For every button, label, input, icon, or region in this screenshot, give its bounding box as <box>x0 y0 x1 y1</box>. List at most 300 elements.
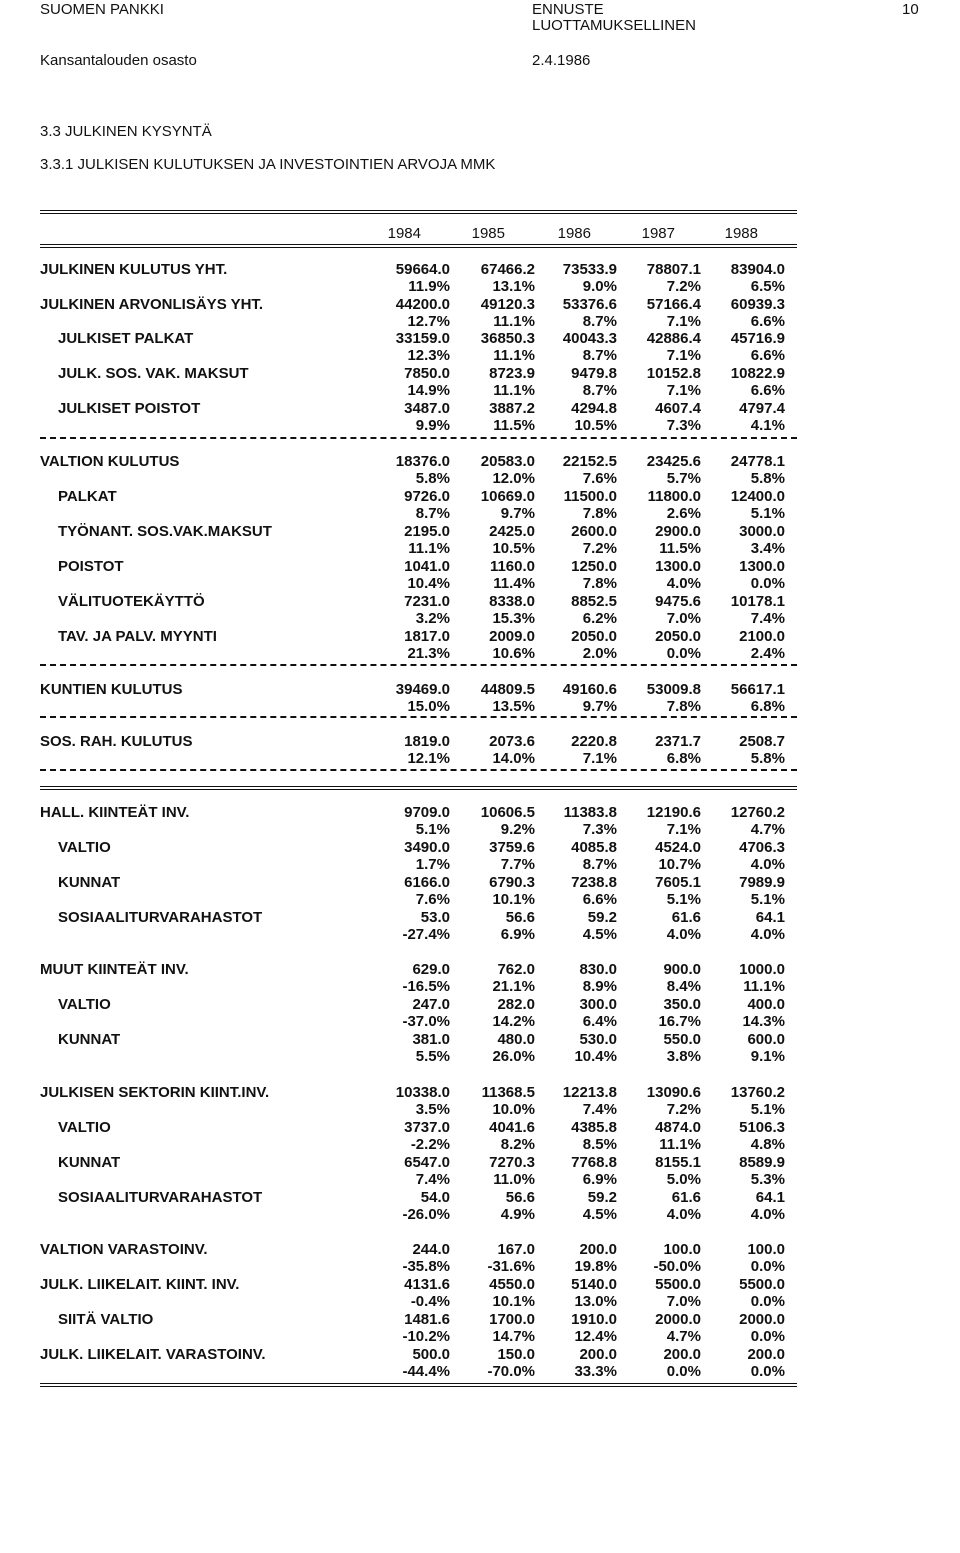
value-cell: 3759.6 <box>489 839 535 856</box>
growth-cell: 7.7% <box>500 856 535 873</box>
value-cell: 2220.8 <box>571 733 617 750</box>
classification: LUOTTAMUKSELLINEN <box>532 17 696 34</box>
dashed-rule <box>40 716 797 718</box>
value-cell: 10178.1 <box>730 593 785 610</box>
growth-cell: 9.7% <box>500 505 535 522</box>
row-label: SOSIAALITURVARAHASTOT <box>58 1189 263 1206</box>
growth-cell: 19.8% <box>574 1258 617 1275</box>
value-cell: 1910.0 <box>571 1311 617 1328</box>
growth-cell: 7.0% <box>666 1293 701 1310</box>
growth-cell: -50.0% <box>653 1258 701 1275</box>
growth-cell: 5.1% <box>666 891 701 908</box>
growth-cell: 10.7% <box>658 856 701 873</box>
value-cell: 60939.3 <box>730 296 785 313</box>
growth-cell: 6.6% <box>582 891 617 908</box>
value-cell: 2100.0 <box>739 628 785 645</box>
value-cell: 67466.2 <box>480 261 535 278</box>
value-cell: 8155.1 <box>655 1154 701 1171</box>
value-cell: 1041.0 <box>404 558 450 575</box>
value-cell: 12760.2 <box>730 804 785 821</box>
growth-cell: 11.1% <box>659 1136 701 1153</box>
row-label: SIITÄ VALTIO <box>58 1311 154 1328</box>
value-cell: 59.2 <box>587 1189 617 1206</box>
growth-cell: 4.1% <box>750 417 785 434</box>
value-cell: 167.0 <box>497 1241 535 1258</box>
growth-cell: 8.4% <box>666 978 701 995</box>
value-cell: 22152.5 <box>562 453 617 470</box>
growth-cell: 11.0% <box>493 1171 535 1188</box>
value-cell: 64.1 <box>755 1189 785 1206</box>
value-cell: 4607.4 <box>655 400 701 417</box>
growth-cell: -27.4% <box>402 926 450 943</box>
value-cell: 2050.0 <box>571 628 617 645</box>
growth-cell: 5.3% <box>750 1171 785 1188</box>
growth-cell: 7.1% <box>666 382 701 399</box>
growth-cell: 9.0% <box>582 278 617 295</box>
value-cell: 49120.3 <box>480 296 535 313</box>
value-cell: 4706.3 <box>739 839 785 856</box>
dashed-rule <box>40 769 797 771</box>
growth-cell: 7.1% <box>582 750 617 767</box>
value-cell: 8338.0 <box>489 593 535 610</box>
growth-cell: 1.7% <box>415 856 450 873</box>
year-header: 1987 <box>641 225 675 242</box>
growth-cell: 9.9% <box>415 417 450 434</box>
value-cell: 9475.6 <box>655 593 701 610</box>
growth-cell: 11.1% <box>493 382 535 399</box>
growth-cell: 4.0% <box>666 1206 701 1223</box>
dashed-rule <box>40 664 797 666</box>
growth-cell: 13.5% <box>492 698 535 715</box>
growth-cell: 14.9% <box>407 382 450 399</box>
growth-cell: 12.1% <box>407 750 450 767</box>
row-label: JULKINEN KULUTUS YHT. <box>40 261 228 278</box>
row-label: TAV. JA PALV. MYYNTI <box>58 628 217 645</box>
value-cell: 53.0 <box>420 909 450 926</box>
row-label: SOS. RAH. KULUTUS <box>40 733 193 750</box>
value-cell: 8589.9 <box>739 1154 785 1171</box>
value-cell: 2508.7 <box>739 733 785 750</box>
value-cell: 9709.0 <box>404 804 450 821</box>
value-cell: 4385.8 <box>571 1119 617 1136</box>
value-cell: 3490.0 <box>404 839 450 856</box>
growth-cell: 7.3% <box>666 417 701 434</box>
value-cell: 57166.4 <box>646 296 701 313</box>
value-cell: 2195.0 <box>404 523 450 540</box>
value-cell: 2000.0 <box>655 1311 701 1328</box>
value-cell: 150.0 <box>497 1346 535 1363</box>
value-cell: 530.0 <box>579 1031 617 1048</box>
growth-cell: 5.8% <box>750 750 785 767</box>
growth-cell: 4.0% <box>750 856 785 873</box>
growth-cell: 7.6% <box>582 470 617 487</box>
row-label: JULKISET PALKAT <box>58 330 194 347</box>
value-cell: 4797.4 <box>739 400 785 417</box>
value-cell: 1300.0 <box>655 558 701 575</box>
growth-cell: 10.5% <box>574 417 617 434</box>
page-number: 10 <box>902 1 919 18</box>
growth-cell: 5.5% <box>415 1048 450 1065</box>
growth-cell: 10.5% <box>492 540 535 557</box>
value-cell: 10606.5 <box>480 804 535 821</box>
value-cell: 10152.8 <box>646 365 701 382</box>
doc-type: ENNUSTE <box>532 1 604 18</box>
value-cell: 2425.0 <box>489 523 535 540</box>
growth-cell: 12.3% <box>407 347 450 364</box>
growth-cell: 7.1% <box>666 821 701 838</box>
value-cell: 40043.3 <box>562 330 617 347</box>
row-label: KUNNAT <box>58 1031 121 1048</box>
value-cell: 8852.5 <box>571 593 617 610</box>
value-cell: 61.6 <box>671 909 701 926</box>
row-label: PALKAT <box>58 488 117 505</box>
value-cell: 61.6 <box>671 1189 701 1206</box>
value-cell: 282.0 <box>497 996 535 1013</box>
value-cell: 200.0 <box>579 1241 617 1258</box>
growth-cell: 7.1% <box>666 347 701 364</box>
growth-cell: 7.8% <box>582 505 617 522</box>
growth-cell: 7.8% <box>582 575 617 592</box>
value-cell: 9479.8 <box>571 365 617 382</box>
growth-cell: 7.8% <box>666 698 701 715</box>
double-rule <box>40 1383 797 1387</box>
value-cell: 480.0 <box>497 1031 535 1048</box>
value-cell: 7270.3 <box>489 1154 535 1171</box>
value-cell: 24778.1 <box>730 453 785 470</box>
value-cell: 6166.0 <box>404 874 450 891</box>
growth-cell: 4.0% <box>666 926 701 943</box>
value-cell: 100.0 <box>663 1241 701 1258</box>
growth-cell: 2.4% <box>750 645 785 662</box>
value-cell: 7231.0 <box>404 593 450 610</box>
growth-cell: 11.4% <box>493 575 535 592</box>
growth-cell: 7.0% <box>666 610 701 627</box>
double-rule <box>40 210 797 214</box>
growth-cell: -31.6% <box>487 1258 535 1275</box>
growth-cell: 14.2% <box>492 1013 535 1030</box>
growth-cell: 9.7% <box>582 698 617 715</box>
row-label: JULKINEN ARVONLISÄYS YHT. <box>40 296 264 313</box>
value-cell: 1000.0 <box>739 961 785 978</box>
value-cell: 244.0 <box>412 1241 450 1258</box>
growth-cell: 8.9% <box>582 978 617 995</box>
growth-cell: 4.7% <box>666 1328 701 1345</box>
value-cell: 1160.0 <box>489 558 535 575</box>
growth-cell: -10.2% <box>402 1328 450 1345</box>
value-cell: 247.0 <box>412 996 450 1013</box>
growth-cell: 8.7% <box>582 347 617 364</box>
value-cell: 20583.0 <box>480 453 535 470</box>
value-cell: 2371.7 <box>655 733 701 750</box>
value-cell: 10822.9 <box>730 365 785 382</box>
dashed-rule <box>40 437 797 439</box>
growth-cell: 9.1% <box>750 1048 785 1065</box>
growth-cell: 6.6% <box>750 313 785 330</box>
growth-cell: 7.3% <box>582 821 617 838</box>
growth-cell: 4.0% <box>750 926 785 943</box>
department: Kansantalouden osasto <box>40 52 197 69</box>
value-cell: 2073.6 <box>489 733 535 750</box>
value-cell: 59664.0 <box>395 261 450 278</box>
value-cell: 200.0 <box>747 1346 785 1363</box>
value-cell: 49160.6 <box>562 681 617 698</box>
growth-cell: 26.0% <box>492 1048 535 1065</box>
value-cell: 3487.0 <box>404 400 450 417</box>
row-label: VALTION VARASTOINV. <box>40 1241 208 1258</box>
growth-cell: 8.7% <box>582 313 617 330</box>
growth-cell: 7.4% <box>750 610 785 627</box>
growth-cell: 14.3% <box>742 1013 785 1030</box>
row-label: KUNNAT <box>58 1154 121 1171</box>
value-cell: 5140.0 <box>571 1276 617 1293</box>
growth-cell: 2.0% <box>582 645 617 662</box>
growth-cell: 4.0% <box>666 575 701 592</box>
growth-cell: -37.0% <box>402 1013 450 1030</box>
org-name: SUOMEN PANKKI <box>40 1 164 18</box>
value-cell: 44200.0 <box>395 296 450 313</box>
growth-cell: 12.4% <box>574 1328 617 1345</box>
growth-cell: 5.0% <box>666 1171 701 1188</box>
growth-cell: 6.6% <box>750 347 785 364</box>
value-cell: 830.0 <box>579 961 617 978</box>
growth-cell: 10.1% <box>492 1293 535 1310</box>
value-cell: 3737.0 <box>404 1119 450 1136</box>
growth-cell: 4.9% <box>500 1206 535 1223</box>
growth-cell: 14.7% <box>492 1328 535 1345</box>
growth-cell: 2.6% <box>666 505 701 522</box>
growth-cell: 3.2% <box>415 610 450 627</box>
value-cell: 1250.0 <box>571 558 617 575</box>
row-label: JULK. LIIKELAIT. KIINT. INV. <box>40 1276 240 1293</box>
year-header: 1984 <box>387 225 421 242</box>
value-cell: 400.0 <box>747 996 785 1013</box>
growth-cell: 6.4% <box>582 1013 617 1030</box>
value-cell: 300.0 <box>579 996 617 1013</box>
value-cell: 550.0 <box>663 1031 701 1048</box>
value-cell: 56617.1 <box>730 681 785 698</box>
document-date: 2.4.1986 <box>532 52 591 69</box>
value-cell: 11500.0 <box>563 488 617 505</box>
row-label: MUUT KIINTEÄT INV. <box>40 961 189 978</box>
value-cell: 53009.8 <box>646 681 701 698</box>
growth-cell: 0.0% <box>666 645 701 662</box>
value-cell: 600.0 <box>747 1031 785 1048</box>
value-cell: 1819.0 <box>404 733 450 750</box>
row-label: VALTION KULUTUS <box>40 453 180 470</box>
growth-cell: 5.8% <box>750 470 785 487</box>
value-cell: 6547.0 <box>404 1154 450 1171</box>
value-cell: 4131.6 <box>404 1276 450 1293</box>
growth-cell: 16.7% <box>658 1013 701 1030</box>
growth-cell: 14.0% <box>492 750 535 767</box>
growth-cell: 0.0% <box>750 1293 785 1310</box>
growth-cell: -0.4% <box>410 1293 450 1310</box>
growth-cell: 12.0% <box>492 470 535 487</box>
row-label: TYÖNANT. SOS.VAK.MAKSUT <box>58 523 272 540</box>
growth-cell: 6.9% <box>582 1171 617 1188</box>
growth-cell: 7.1% <box>666 313 701 330</box>
growth-cell: 8.2% <box>500 1136 535 1153</box>
value-cell: 2600.0 <box>571 523 617 540</box>
value-cell: 629.0 <box>412 961 450 978</box>
value-cell: 7850.0 <box>404 365 450 382</box>
value-cell: 3000.0 <box>739 523 785 540</box>
value-cell: 100.0 <box>747 1241 785 1258</box>
growth-cell: -44.4% <box>402 1363 450 1380</box>
growth-cell: 7.2% <box>582 540 617 557</box>
value-cell: 10669.0 <box>480 488 535 505</box>
growth-cell: 6.2% <box>582 610 617 627</box>
growth-cell: 8.7% <box>415 505 450 522</box>
value-cell: 12400.0 <box>730 488 785 505</box>
growth-cell: 0.0% <box>666 1363 701 1380</box>
growth-cell: 4.5% <box>582 1206 617 1223</box>
section-subtitle: 3.3.1 JULKISEN KULUTUKSEN JA INVESTOINTIEN ARVOJA MMK <box>40 156 496 173</box>
value-cell: 5106.3 <box>739 1119 785 1136</box>
value-cell: 11800.0 <box>647 488 701 505</box>
growth-cell: 10.4% <box>407 575 450 592</box>
growth-cell: 21.1% <box>492 978 535 995</box>
value-cell: 73533.9 <box>562 261 617 278</box>
growth-cell: 3.4% <box>750 540 785 557</box>
value-cell: 33159.0 <box>395 330 450 347</box>
value-cell: 9726.0 <box>404 488 450 505</box>
row-label: JULKISEN SEKTORIN KIINT.INV. <box>40 1084 270 1101</box>
value-cell: 12190.6 <box>646 804 701 821</box>
value-cell: 13760.2 <box>730 1084 785 1101</box>
growth-cell: 11.1% <box>408 540 450 557</box>
value-cell: 2009.0 <box>489 628 535 645</box>
value-cell: 11383.8 <box>563 804 617 821</box>
row-label: VALTIO <box>58 996 111 1013</box>
growth-cell: 8.7% <box>582 856 617 873</box>
growth-cell: 5.1% <box>750 891 785 908</box>
year-header: 1985 <box>471 225 505 242</box>
value-cell: 2900.0 <box>655 523 701 540</box>
growth-cell: 8.5% <box>582 1136 617 1153</box>
growth-cell: 4.8% <box>750 1136 785 1153</box>
value-cell: 53376.6 <box>562 296 617 313</box>
value-cell: 1481.6 <box>404 1311 450 1328</box>
growth-cell: 33.3% <box>574 1363 617 1380</box>
growth-cell: 4.0% <box>750 1206 785 1223</box>
growth-cell: -70.0% <box>487 1363 535 1380</box>
growth-cell: 7.4% <box>582 1101 617 1118</box>
value-cell: 23425.6 <box>646 453 701 470</box>
value-cell: 83904.0 <box>730 261 785 278</box>
growth-cell: 7.4% <box>415 1171 450 1188</box>
growth-cell: 7.2% <box>666 1101 701 1118</box>
growth-cell: 5.1% <box>750 505 785 522</box>
growth-cell: 7.6% <box>415 891 450 908</box>
growth-cell: 0.0% <box>750 1258 785 1275</box>
growth-cell: 6.6% <box>750 382 785 399</box>
row-label: HALL. KIINTEÄT INV. <box>40 804 190 821</box>
value-cell: 1817.0 <box>404 628 450 645</box>
value-cell: 4524.0 <box>655 839 701 856</box>
growth-cell: 10.6% <box>492 645 535 662</box>
growth-cell: 21.3% <box>407 645 450 662</box>
growth-cell: 5.8% <box>415 470 450 487</box>
value-cell: 350.0 <box>663 996 701 1013</box>
growth-cell: -2.2% <box>410 1136 450 1153</box>
row-label: KUNNAT <box>58 874 121 891</box>
value-cell: 44809.5 <box>480 681 535 698</box>
growth-cell: 9.2% <box>500 821 535 838</box>
growth-cell: 0.0% <box>750 575 785 592</box>
row-label: VALTIO <box>58 839 111 856</box>
growth-cell: 11.1% <box>493 347 535 364</box>
value-cell: 5500.0 <box>739 1276 785 1293</box>
value-cell: 8723.9 <box>489 365 535 382</box>
value-cell: 45716.9 <box>730 330 785 347</box>
value-cell: 5500.0 <box>655 1276 701 1293</box>
row-label: JULK. SOS. VAK. MAKSUT <box>58 365 249 382</box>
row-label: JULK. LIIKELAIT. VARASTOINV. <box>40 1346 266 1363</box>
value-cell: 2050.0 <box>655 628 701 645</box>
value-cell: 4294.8 <box>571 400 617 417</box>
growth-cell: 10.4% <box>574 1048 617 1065</box>
growth-cell: 11.5% <box>493 417 535 434</box>
value-cell: 4041.6 <box>489 1119 535 1136</box>
growth-cell: 3.8% <box>666 1048 701 1065</box>
row-label: KUNTIEN KULUTUS <box>40 681 183 698</box>
growth-cell: 10.0% <box>492 1101 535 1118</box>
value-cell: 4874.0 <box>655 1119 701 1136</box>
growth-cell: 8.7% <box>582 382 617 399</box>
value-cell: 2000.0 <box>739 1311 785 1328</box>
growth-cell: 6.8% <box>666 750 701 767</box>
year-header: 1986 <box>557 225 591 242</box>
value-cell: 4085.8 <box>571 839 617 856</box>
value-cell: 7768.8 <box>571 1154 617 1171</box>
growth-cell: 12.7% <box>407 313 450 330</box>
year-header: 1988 <box>724 225 758 242</box>
growth-cell: 11.9% <box>408 278 450 295</box>
growth-cell: 4.7% <box>750 821 785 838</box>
value-cell: 7605.1 <box>655 874 701 891</box>
growth-cell: 4.5% <box>582 926 617 943</box>
section-title: 3.3 JULKINEN KYSYNTÄ <box>40 123 212 140</box>
value-cell: 42886.4 <box>646 330 701 347</box>
growth-cell: 6.9% <box>500 926 535 943</box>
value-cell: 500.0 <box>412 1346 450 1363</box>
value-cell: 18376.0 <box>395 453 450 470</box>
value-cell: 4550.0 <box>489 1276 535 1293</box>
growth-cell: 6.8% <box>750 698 785 715</box>
growth-cell: 0.0% <box>750 1363 785 1380</box>
value-cell: 200.0 <box>579 1346 617 1363</box>
value-cell: 1300.0 <box>739 558 785 575</box>
growth-cell: 13.0% <box>574 1293 617 1310</box>
growth-cell: 15.3% <box>492 610 535 627</box>
double-rule <box>40 786 797 790</box>
value-cell: 3887.2 <box>489 400 535 417</box>
row-label: POISTOT <box>58 558 124 575</box>
value-cell: 56.6 <box>505 909 535 926</box>
value-cell: 6790.3 <box>489 874 535 891</box>
value-cell: 12213.8 <box>562 1084 617 1101</box>
value-cell: 11368.5 <box>481 1084 535 1101</box>
growth-cell: 11.1% <box>743 978 785 995</box>
value-cell: 36850.3 <box>480 330 535 347</box>
value-cell: 59.2 <box>587 909 617 926</box>
growth-cell: 0.0% <box>750 1328 785 1345</box>
growth-cell: -16.5% <box>402 978 450 995</box>
double-rule <box>40 244 797 248</box>
row-label: VALTIO <box>58 1119 111 1136</box>
value-cell: 1700.0 <box>489 1311 535 1328</box>
